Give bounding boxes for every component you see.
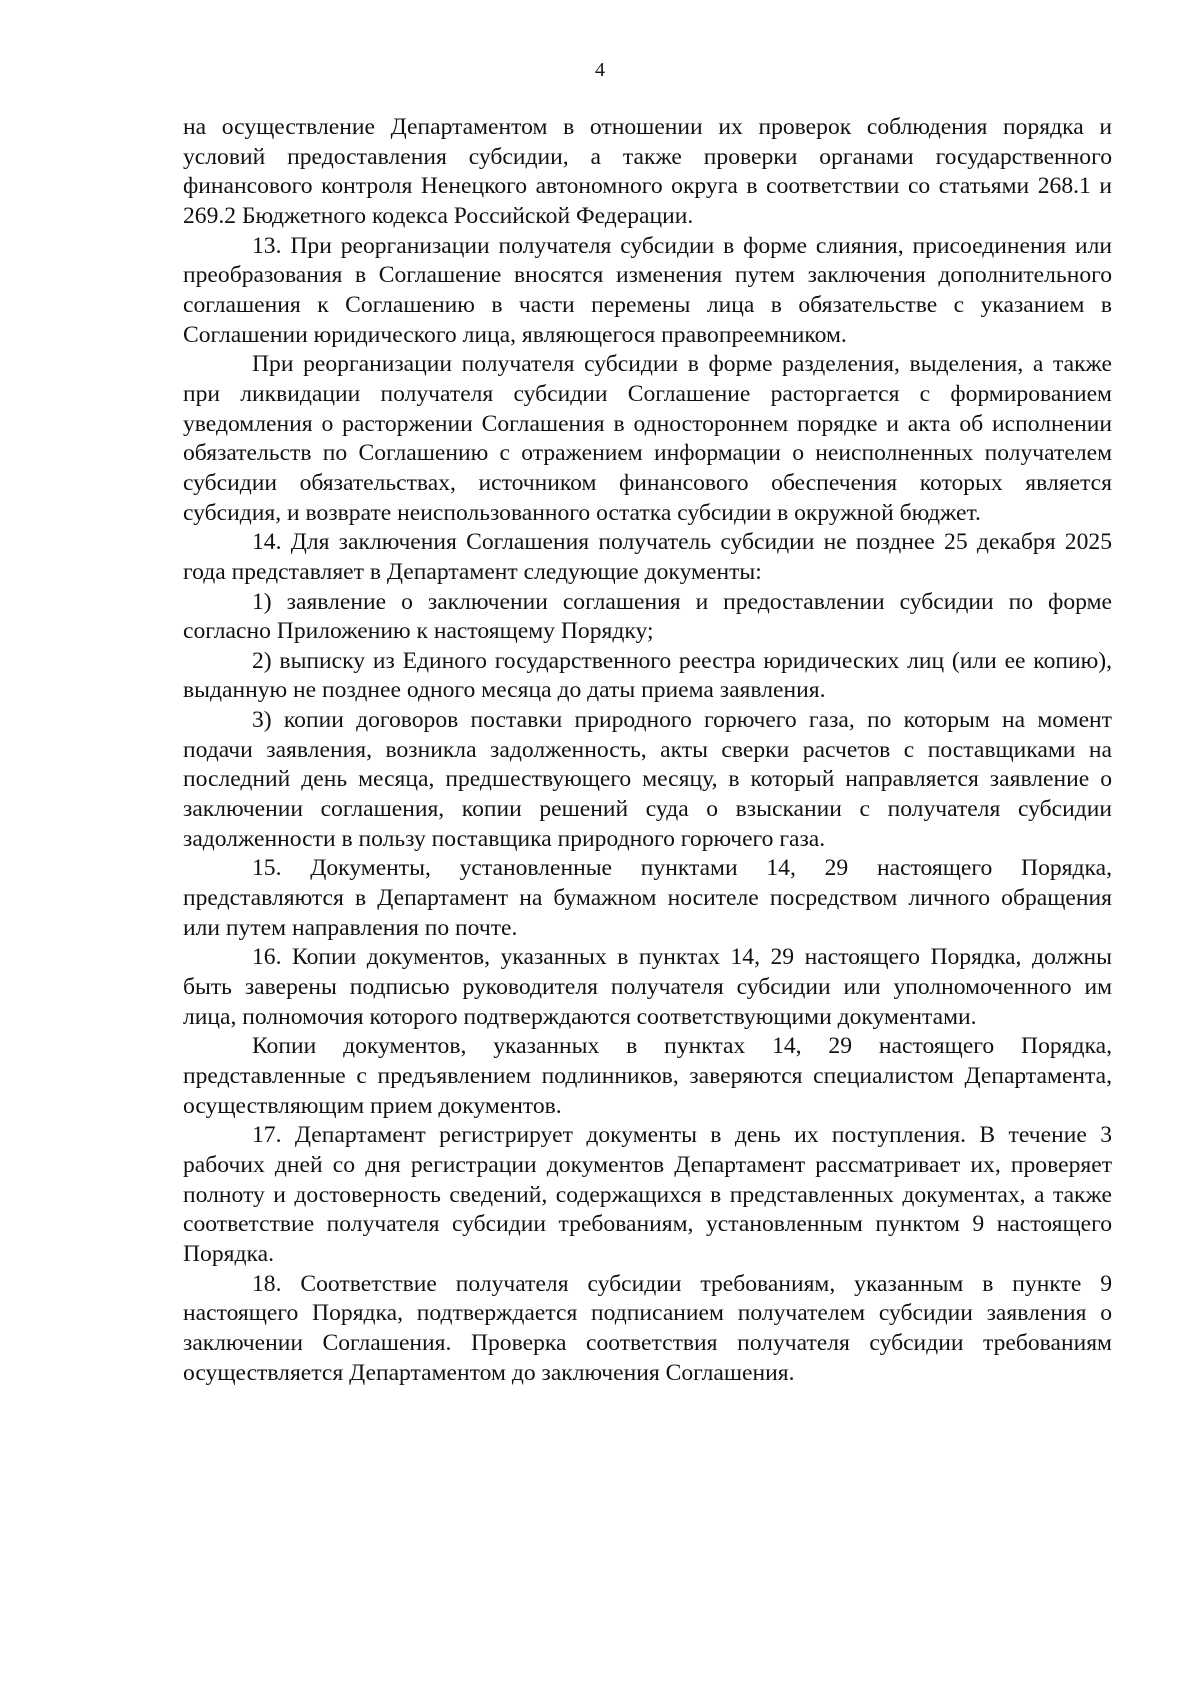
paragraph-14-item-3: 3) копии договоров поставки природного горючего газа, по которым на момент подачи заявления, возникла задолженность, акты сверки расчетов с поставщиками на последний день месяца, предшествующего месяцу, в который направляется заявление о заключении соглашения, копии решений суда о взыскании с получателя субсидии задолженности в пользу поставщика природного горючего газа. <box>183 707 1112 852</box>
paragraph-13-reorganization: При реорганизации получателя субсидии в форме разделения, выделения, а также при ликвидации получателя субсидии Соглашение расторгается с формированием уведомления о расторжении Соглашения в одностороннем порядке и акта об исполнении обязательств по Соглашению с отражением информации о неисполненных получателем субсидии обязательствах, источником финансового обеспечения которых является субсидия, и возврате неиспользованного остатка субсидии в окружной бюджет. <box>183 351 1112 526</box>
paragraph-13: 13. При реорганизации получателя субсидии в форме слияния, присоединения или преобразования в Соглашение вносятся изменения путем заключения дополнительного соглашения к Соглашению в части перемены лица в обязательстве с указанием в Соглашении юридического лица, являющегося правопреемником. <box>183 232 1112 348</box>
paragraph-14-item-2: 2) выписку из Единого государственного реестра юридических лиц (или ее копию), выданную не позднее одного месяца до даты приема заявления. <box>183 647 1112 704</box>
document-body <box>183 113 1112 1388</box>
paragraph-16-copies: Копии документов, указанных в пунктах 14, 29 настоящего Порядка, представленные с предъявлением подлинников, заверяются специалистом Департамента, осуществляющим прием документов. <box>183 1033 1112 1119</box>
paragraph-15: 15. Документы, установленные пунктами 14, 29 настоящего Порядка, представляются в Департамент на бумажном носителе посредством личного обращения или путем направления по почте. <box>183 855 1112 941</box>
paragraph-17: 17. Департамент регистрирует документы в день их поступления. В течение 3 рабочих дней со дня регистрации документов Департамент рассматривает их, проверяет полноту и достоверность сведений, содержащихся в представленных документах, а также соответствие получателя субсидии требованиям, установленным пунктом 9 настоящего Порядка. <box>183 1122 1112 1267</box>
paragraph-continuation: на осуществление Департаментом в отношении их проверок соблюдения порядка и условий предоставления субсидии, а также проверки органами государственного финансового контроля Ненецкого автономного округа в соответствии со статьями 268.1 и 269.2 Бюджетного кодекса Российской Федерации. <box>183 114 1112 229</box>
paragraph-18: 18. Соответствие получателя субсидии требованиям, указанным в пункте 9 настоящего Порядка, подтверждается подписанием получателем субсидии заявления о заключении Соглашения. Проверка соответствия получателя субсидии требованиям осуществляется Департаментом до заключения Соглашения. <box>183 1270 1112 1386</box>
page-number: 4 <box>595 59 605 81</box>
paragraph-16: 16. Копии документов, указанных в пунктах 14, 29 настоящего Порядка, должны быть заверены подписью руководителя получателя субсидии или уполномоченного им лица, полномочия которого подтверждаются соответствующими документами. <box>183 944 1112 1030</box>
paragraph-14-item-1: 1) заявление о заключении соглашения и предоставлении субсидии по форме согласно Приложению к настоящему Порядку; <box>183 588 1112 645</box>
paragraph-14: 14. Для заключения Соглашения получатель субсидии не позднее 25 декабря 2025 года представляет в Департамент следующие документы: <box>183 529 1112 585</box>
